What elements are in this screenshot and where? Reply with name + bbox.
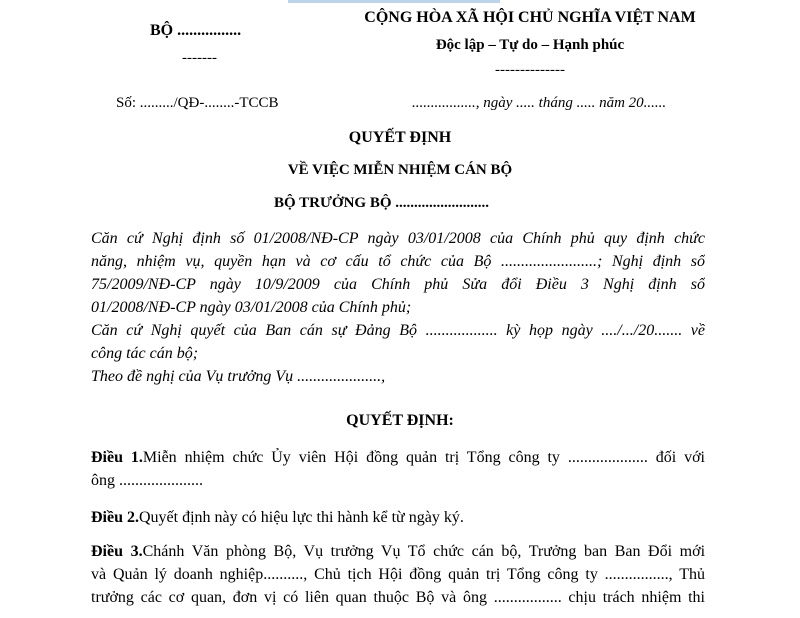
article-label: Điều 1. — [91, 449, 143, 466]
preamble-line: Căn cứ Nghị định số 01/2008/NĐ-CP ngày 03/01/2008 của Chính phủ quy định chức — [91, 230, 705, 247]
ministry-rule: ------- — [182, 50, 217, 66]
decision-authority: BỘ TRƯỞNG BỘ ......................... — [274, 195, 490, 211]
article-3-line — [91, 540, 705, 563]
preamble-line: năng, nhiệm vụ, quyền hạn và cơ cấu tổ chức của Bộ ........................; Nghị định số — [91, 253, 705, 270]
motto-rule: -------------- — [495, 62, 565, 78]
place-date: ................., ngày ..... tháng ..... năm 20...... — [412, 95, 667, 111]
motto: Độc lập – Tự do – Hạnh phúc — [435, 37, 625, 53]
article-3-line: trưởng các cơ quan, đơn vị có liên quan thuộc Bộ và ông ................. chịu trách nhiệm thi — [91, 589, 705, 606]
article-label: Điều 3. — [91, 543, 143, 560]
preamble-line: Căn cứ Nghị quyết của Ban cán sự Đảng Bộ .................. kỳ họp ngày ..../.../20....... về — [91, 322, 705, 339]
top-accent-bar — [288, 0, 500, 3]
document-number: Số: ........./QĐ-........-TCCB — [116, 95, 279, 111]
preamble — [91, 227, 705, 388]
ministry-name-text: BỘ ............... — [150, 22, 238, 39]
preamble-line: Theo đề nghị của Vụ trưởng Vụ ....................., — [91, 368, 386, 385]
article-3-line: và Quản lý doanh nghiệp.........., Chủ tịch Hội đồng quản trị Tổng công ty ................, Thủ — [91, 566, 705, 583]
article-1 — [91, 446, 705, 492]
decision-subject: VỀ VIỆC MIỄN NHIỆM CÁN BỘ — [287, 162, 513, 178]
preamble-line: 75/2009/NĐ-CP ngày 10/9/2009 của Chính phủ Sửa đổi Điều 3 Nghị định số — [91, 276, 705, 293]
article-3-text: Chánh Văn phòng Bộ, Vụ trưởng Vụ Tổ chức cán bộ, Trưởng ban Ban Đổi mới — [142, 543, 705, 560]
article-1-text: Miễn nhiệm chức Ủy viên Hội đồng quản trị Tổng công ty .................... đối với — [142, 449, 705, 466]
country-name: CỘNG HÒA XÃ HỘI CHỦ NGHĨA VIỆT NAM — [364, 9, 696, 26]
ministry-name-dot: . — [237, 22, 242, 39]
article-1-line — [91, 446, 705, 469]
decision-title: QUYẾT ĐỊNH — [348, 129, 452, 146]
article-2-text: Quyết định này có hiệu lực thi hành kể từ ngày ký. — [139, 509, 464, 526]
article-3 — [91, 540, 705, 609]
preamble-line: công tác cán bộ; — [91, 345, 199, 362]
article-label: Điều 2. — [91, 509, 139, 526]
preamble-line: 01/2008/NĐ-CP ngày 03/01/2008 của Chính phủ; — [91, 299, 412, 316]
decision-heading: QUYẾT ĐỊNH: — [346, 412, 454, 429]
ministry-name — [150, 22, 241, 40]
article-2 — [91, 506, 705, 529]
article-1-line: ông ..................... — [91, 472, 203, 489]
article-2-line — [91, 506, 705, 529]
